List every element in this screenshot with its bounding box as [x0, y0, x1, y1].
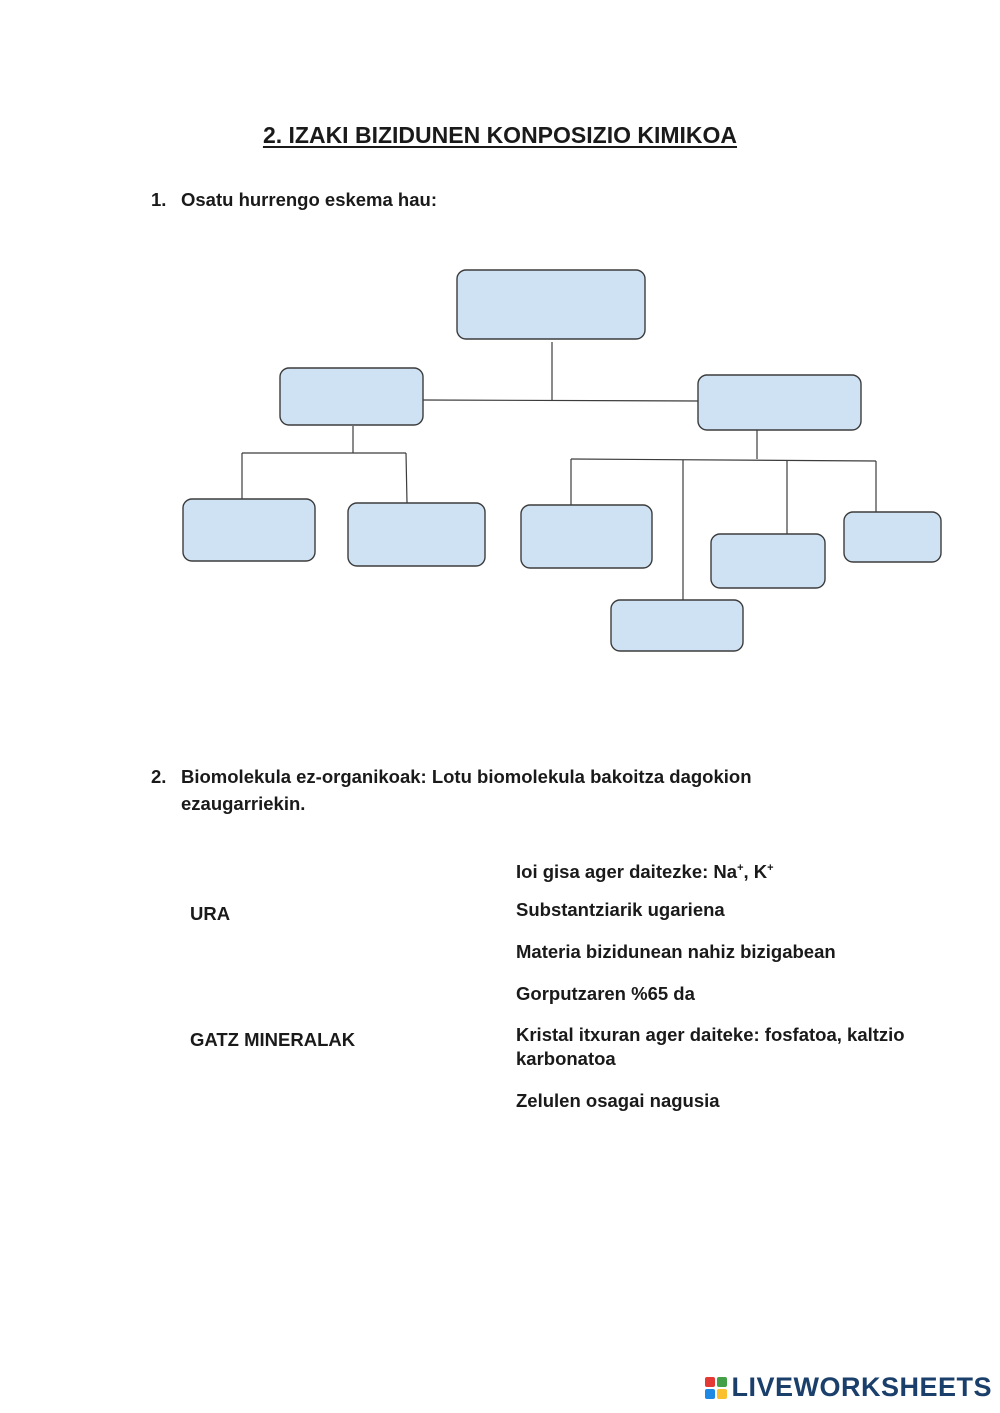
liveworksheets-logo-text: LIVEWORKSHEETS — [731, 1372, 992, 1402]
liveworksheets-logo — [705, 1372, 992, 1403]
question-1-text: Osatu hurrengo eskema hau: — [181, 189, 437, 210]
question-2-number: 2. — [151, 766, 167, 787]
connector-right-horizontal — [571, 459, 876, 461]
feature-living-nonliving[interactable]: Materia bizidunean nahiz bizigabean — [516, 941, 836, 962]
question-2 — [151, 763, 831, 817]
scheme-box-right-leaf-2[interactable] — [611, 600, 743, 651]
scheme-box-root[interactable] — [457, 270, 645, 339]
question-1-number: 1. — [151, 189, 167, 210]
scheme-box-right-leaf-4[interactable] — [844, 512, 941, 562]
feature-main-component[interactable]: Zelulen osagai nagusia — [516, 1090, 720, 1111]
feature-ions-separator: , K — [743, 861, 768, 883]
scheme-box-right-leaf-1[interactable] — [521, 505, 652, 568]
worksheet-title: 2. IZAKI BIZIDUNEN KONPOSIZIO KIMIKOA — [262, 122, 738, 148]
scheme-box-right-leaf-3[interactable] — [711, 534, 825, 588]
connector-level1-horizontal — [423, 400, 699, 401]
feature-ions-sup-k: + — [767, 862, 774, 874]
liveworksheets-logo-icon — [705, 1377, 727, 1399]
question-2-text: Biomolekula ez-organikoak: Lotu biomolekula bakoitza dagokion ezaugarriekin. — [181, 766, 752, 814]
feature-crystal-form[interactable]: Kristal itxuran ager daiteke: fosfatoa, kaltzio karbonatoa — [516, 1024, 905, 1069]
scheme-box-right[interactable] — [698, 375, 861, 430]
scheme-box-left-leaf-1[interactable] — [183, 499, 315, 561]
concept-scheme — [0, 0, 1000, 700]
feature-most-abundant[interactable]: Substantziarik ugariena — [516, 899, 725, 920]
molecule-water[interactable]: URA — [190, 903, 231, 924]
feature-ions-sup-na: + — [737, 862, 744, 874]
feature-ions[interactable] — [516, 856, 916, 884]
feature-ions-text: Ioi gisa ager daitezke: Na — [516, 861, 738, 883]
molecule-mineral-salts[interactable]: GATZ MINERALAK — [190, 1029, 356, 1050]
scheme-box-left[interactable] — [280, 368, 423, 425]
feature-body-percent[interactable]: Gorputzaren %65 da — [516, 983, 695, 1004]
scheme-box-left-leaf-2[interactable] — [348, 503, 485, 566]
connector-left-leaf2 — [406, 453, 407, 503]
